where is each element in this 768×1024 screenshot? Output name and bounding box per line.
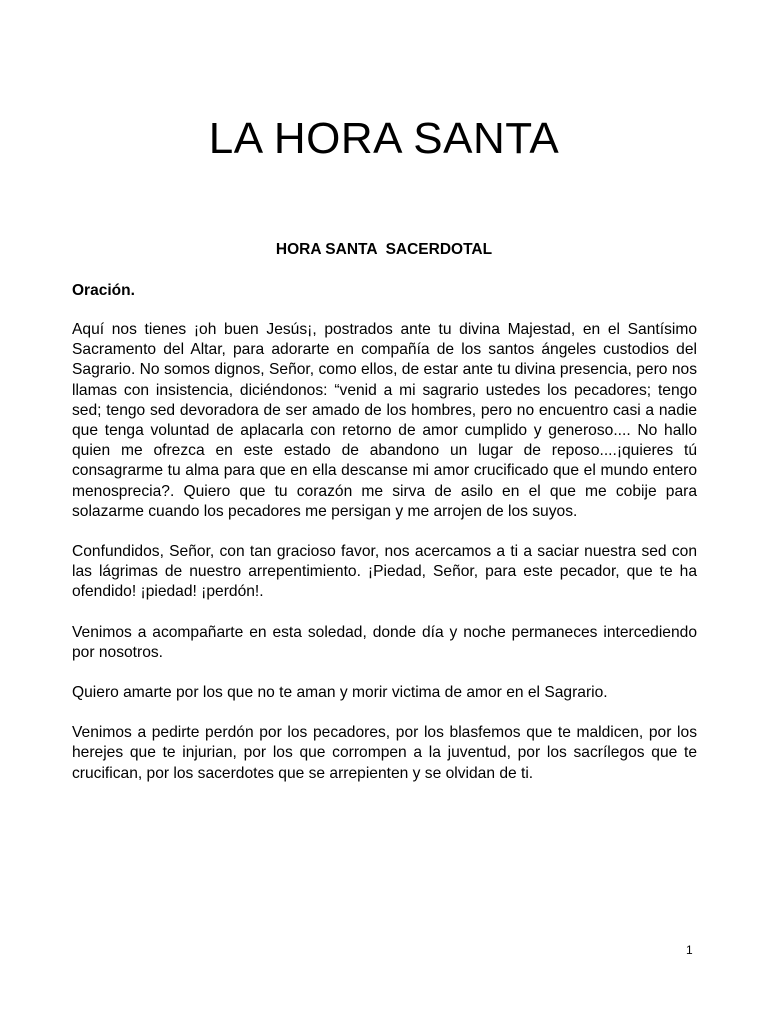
body-text — [72, 320, 697, 804]
paragraph-4: Quiero amarte por los que no te aman y morir victima de amor en el Sagrario. — [72, 684, 608, 702]
page-number: 1 — [686, 943, 693, 957]
page-title: LA HORA SANTA — [208, 114, 560, 163]
paragraph-1: Aquí nos tienes ¡oh buen Jesús¡, postrados ante tu divina Majestad, en el Santísimo Sacramento del Altar, para adorarte en compañía de los santos ángeles custodios del Sagrario. No somos dignos, Señor, como ellos, de estar ante tu divina presencia, pero nos llamas con insistencia, diciéndonos: “venid a mi sagrario ustedes los pecadores; tengo sed; tengo sed devoradora de ser amado de los hombres, pero no encuentro casi a nadie que tenga voluntad de aplacarla con retorno de amor cumplido y generoso.... No hallo quien me ofrezca en este estado de abandono un lugar de reposo....¡quieres tú consagrarme tu alma para que en ella descanse mi amor crucificado que el mundo entero menosprecia?. Quiero que tu corazón me sirva de asilo en el que me cobije para solazarme cuando los pecadores me persigan y me arrojen de los suyos. — [72, 321, 697, 520]
page-subtitle: HORA SANTA SACERDOTAL — [275, 241, 493, 258]
section-heading: Oración. — [72, 282, 135, 299]
paragraph-3: Venimos a acompañarte en esta soledad, donde día y noche permaneces intercediendo por nosotros. — [72, 623, 697, 661]
paragraph-2: Confundidos, Señor, con tan gracioso favor, nos acercamos a ti a saciar nuestra sed con las lágrimas de nuestro arrepentimiento. ¡Piedad, Señor, para este pecador, que te ha ofendido! ¡piedad! ¡perdón!. — [72, 543, 697, 601]
paragraph-5: Venimos a pedirte perdón por los pecadores, por los blasfemos que te maldicen, por los herejes que te injurian, por los que corrompen a la juventud, por los sacrílegos que te crucifican, por los sacerdotes que se arrepienten y se olvidan de ti. — [72, 724, 697, 782]
